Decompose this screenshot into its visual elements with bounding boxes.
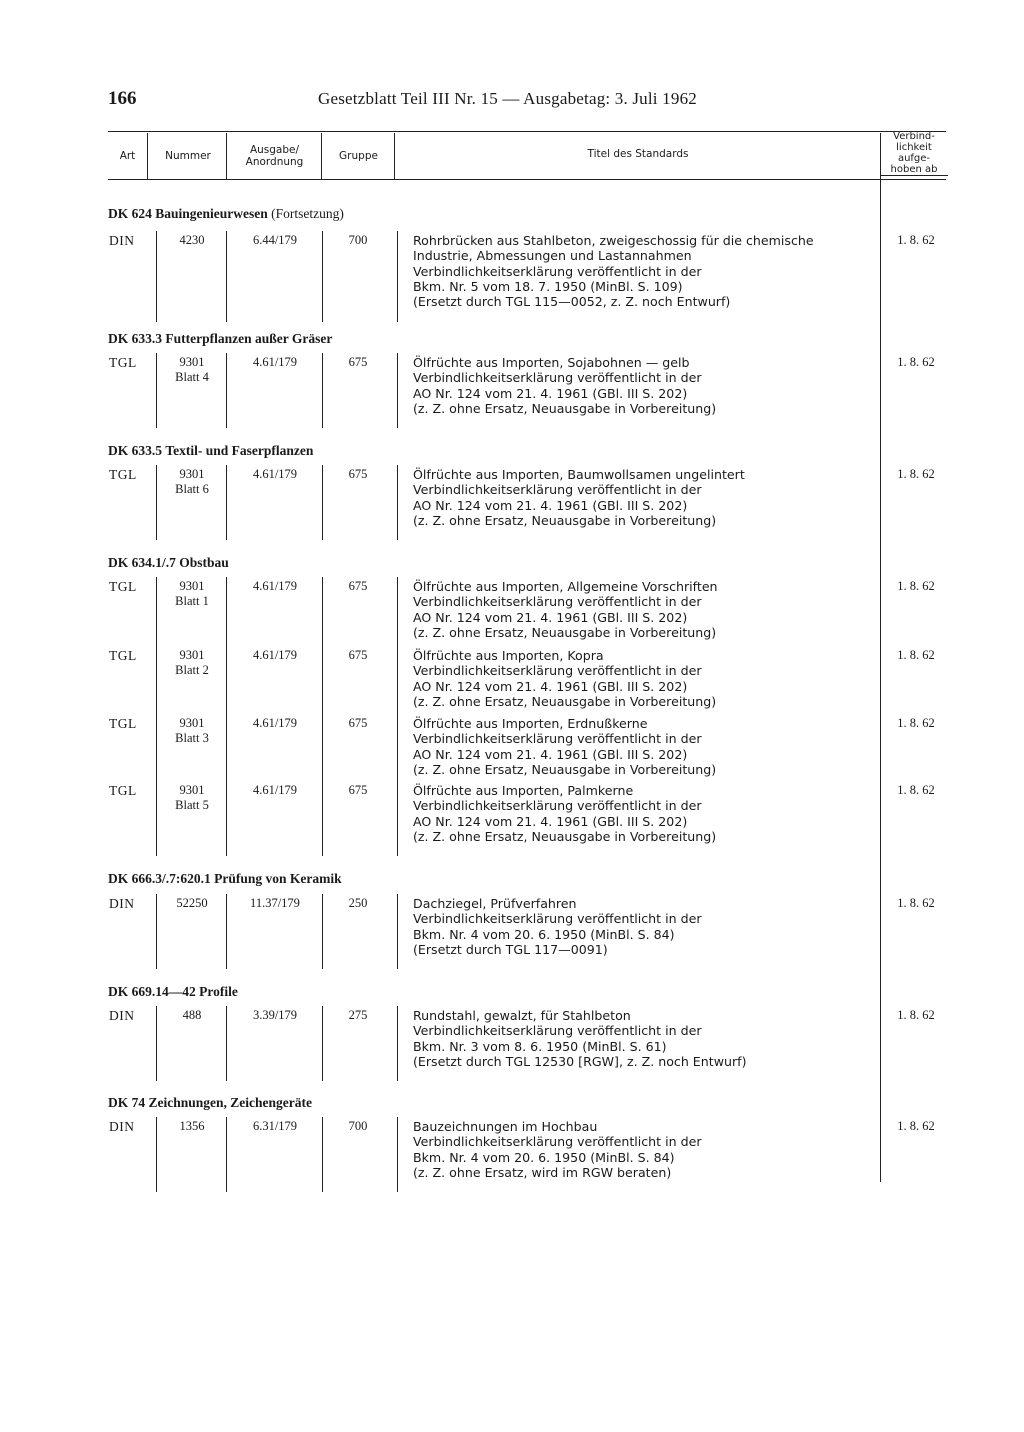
section-name: Obstbau bbox=[179, 555, 229, 570]
title-line: Bkm. Nr. 4 vom 20. 6. 1950 (MinBl. S. 84) bbox=[413, 926, 675, 942]
title-line: (z. Z. ohne Ersatz, Neuausgabe in Vorbereitung) bbox=[413, 693, 717, 709]
section-title bbox=[108, 555, 229, 571]
header-aufgehoben bbox=[880, 131, 948, 176]
art-cell: DIN bbox=[109, 1119, 135, 1134]
gruppe-cell: 675 bbox=[348, 648, 368, 662]
title-line: Verbindlichkeitserklärung veröffentlicht in der bbox=[413, 663, 702, 679]
header-aufgehoben-line4: hoben ab bbox=[880, 164, 948, 176]
title-line: Ölfrüchte aus Importen, Allgemeine Vorschriften bbox=[413, 579, 718, 594]
art-cell: TGL bbox=[109, 783, 137, 798]
title-line: Verbindlichkeitserklärung veröffentlicht in der bbox=[413, 1134, 702, 1150]
nummer-value: 488 bbox=[182, 1008, 202, 1022]
section-name: Prüfung von Keramik bbox=[214, 871, 342, 886]
title-line: Bkm. Nr. 5 vom 18. 7. 1950 (MinBl. S. 109) bbox=[413, 278, 683, 294]
blatt-value: Blatt 2 bbox=[175, 663, 209, 677]
nummer-value: 1356 bbox=[179, 1119, 205, 1133]
header-ausgabe-line2: Anordnung bbox=[245, 156, 304, 168]
ausgabe-cell: 3.39/179 bbox=[252, 1008, 298, 1022]
title-cell bbox=[413, 896, 873, 957]
nummer-cell bbox=[160, 896, 224, 911]
nummer-cell bbox=[160, 579, 224, 609]
header-ausgabe-line1: Ausgabe/ bbox=[249, 144, 300, 156]
title-line: (z. Z. ohne Ersatz, Neuausgabe in Vorbereitung) bbox=[413, 512, 717, 528]
aufgehoben-cell: 1. 8. 62 bbox=[897, 648, 935, 662]
section-name: Zeichnungen, Zeichengeräte bbox=[148, 1095, 312, 1110]
header-ausgabe bbox=[228, 144, 321, 168]
column-divider bbox=[322, 1117, 323, 1192]
title-line: Verbindlichkeitserklärung veröffentlicht in der bbox=[413, 731, 702, 747]
art-cell: TGL bbox=[109, 716, 137, 731]
title-line: Verbindlichkeitserklärung veröffentlicht in der bbox=[413, 594, 702, 610]
title-line: Bkm. Nr. 3 vom 8. 6. 1950 (MinBl. S. 61) bbox=[413, 1038, 667, 1054]
title-line: Bkm. Nr. 4 vom 20. 6. 1950 (MinBl. S. 84) bbox=[413, 1149, 675, 1165]
section-title bbox=[108, 871, 342, 887]
art-cell: TGL bbox=[109, 648, 137, 663]
gruppe-cell: 675 bbox=[348, 783, 368, 797]
ausgabe-cell: 6.44/179 bbox=[252, 233, 298, 247]
column-divider bbox=[226, 714, 227, 789]
header-divider bbox=[321, 133, 322, 179]
title-line: AO Nr. 124 vom 21. 4. 1961 (GBl. III S. 202) bbox=[413, 746, 688, 762]
column-divider bbox=[156, 1117, 157, 1192]
header-aufgehoben-line2: lichkeit bbox=[896, 142, 932, 153]
title-line: Ölfrüchte aus Importen, Erdnußkerne bbox=[413, 716, 648, 731]
running-header: Gesetzblatt Teil III Nr. 15 — Ausgabetag: 3. Juli 1962 bbox=[318, 89, 697, 108]
title-line: (z. Z. ohne Ersatz, Neuausgabe in Vorbereitung) bbox=[413, 828, 717, 844]
column-divider bbox=[156, 353, 157, 428]
column-divider bbox=[156, 894, 157, 969]
nummer-cell bbox=[160, 467, 224, 497]
aufgehoben-cell: 1. 8. 62 bbox=[897, 467, 935, 481]
column-divider bbox=[322, 781, 323, 856]
section-title bbox=[108, 206, 344, 222]
header-divider bbox=[226, 133, 227, 179]
header-gruppe: Gruppe bbox=[339, 150, 378, 162]
title-line: (Ersetzt durch TGL 117—0091) bbox=[413, 941, 608, 957]
column-divider bbox=[397, 1117, 398, 1192]
nummer-value: 52250 bbox=[176, 896, 208, 910]
nummer-cell bbox=[160, 648, 224, 678]
right-column-rule bbox=[880, 180, 881, 1182]
title-line: (z. Z. ohne Ersatz, wird im RGW beraten) bbox=[413, 1164, 672, 1180]
nummer-value: 9301 bbox=[179, 716, 205, 730]
title-cell bbox=[413, 233, 873, 309]
nummer-value: 9301 bbox=[179, 579, 205, 593]
nummer-value: 9301 bbox=[179, 467, 205, 481]
gruppe-cell: 675 bbox=[348, 467, 368, 481]
title-line: (z. Z. ohne Ersatz, Neuausgabe in Vorbereitung) bbox=[413, 761, 717, 777]
title-line: (z. Z. ohne Ersatz, Neuausgabe in Vorbereitung) bbox=[413, 624, 717, 640]
section-code: DK 624 bbox=[108, 206, 152, 221]
nummer-cell bbox=[160, 716, 224, 746]
column-divider bbox=[226, 894, 227, 969]
aufgehoben-cell: 1. 8. 62 bbox=[897, 896, 935, 910]
column-divider bbox=[322, 646, 323, 721]
blatt-value: Blatt 6 bbox=[175, 482, 209, 496]
column-divider bbox=[322, 894, 323, 969]
column-divider bbox=[322, 465, 323, 540]
column-divider bbox=[397, 465, 398, 540]
section-name: Textil- und Faserpflanzen bbox=[165, 443, 314, 458]
art-cell: TGL bbox=[109, 467, 137, 482]
art-cell: TGL bbox=[109, 579, 137, 594]
header-art: Art bbox=[119, 150, 136, 162]
column-divider bbox=[322, 577, 323, 652]
nummer-value: 9301 bbox=[179, 648, 205, 662]
nummer-value: 9301 bbox=[179, 355, 205, 369]
section-code: DK 74 bbox=[108, 1095, 146, 1110]
column-divider bbox=[156, 714, 157, 789]
column-divider bbox=[322, 353, 323, 428]
title-cell bbox=[413, 648, 873, 709]
title-line: AO Nr. 124 vom 21. 4. 1961 (GBl. III S. 202) bbox=[413, 385, 688, 401]
section-suffix: (Fortsetzung) bbox=[267, 206, 344, 221]
ausgabe-cell: 4.61/179 bbox=[252, 579, 298, 593]
nummer-value: 9301 bbox=[179, 783, 205, 797]
title-cell bbox=[413, 355, 873, 416]
nummer-cell bbox=[160, 1119, 224, 1134]
gruppe-cell: 700 bbox=[348, 1119, 368, 1133]
header-divider bbox=[147, 133, 148, 179]
column-divider bbox=[156, 577, 157, 652]
section-name: Profile bbox=[199, 984, 238, 999]
title-line: Verbindlichkeitserklärung veröffentlicht in der bbox=[413, 911, 702, 927]
art-cell: DIN bbox=[109, 896, 135, 911]
column-divider bbox=[397, 231, 398, 322]
column-divider bbox=[397, 781, 398, 856]
ausgabe-cell: 4.61/179 bbox=[252, 467, 298, 481]
blatt-value: Blatt 3 bbox=[175, 731, 209, 745]
section-title bbox=[108, 1095, 312, 1111]
ausgabe-cell: 6.31/179 bbox=[252, 1119, 298, 1133]
header-nummer: Nummer bbox=[165, 150, 211, 162]
column-divider bbox=[156, 1006, 157, 1081]
column-divider bbox=[397, 646, 398, 721]
aufgehoben-cell: 1. 8. 62 bbox=[897, 579, 935, 593]
title-line: (Ersetzt durch TGL 115—0052, z. Z. noch Entwurf) bbox=[413, 294, 731, 310]
title-line: (Ersetzt durch TGL 12530 [RGW], z. Z. noch Entwurf) bbox=[413, 1053, 747, 1069]
ausgabe-cell: 11.37/179 bbox=[250, 896, 300, 910]
section-name: Futterpflanzen außer Gräser bbox=[165, 331, 333, 346]
column-divider bbox=[156, 781, 157, 856]
aufgehoben-cell: 1. 8. 62 bbox=[897, 355, 935, 369]
column-divider bbox=[226, 465, 227, 540]
header-aufgehoben-line3: aufge- bbox=[897, 153, 931, 164]
section-code: DK 633.3 bbox=[108, 331, 162, 346]
title-line: Verbindlichkeitserklärung veröffentlicht in der bbox=[413, 263, 702, 279]
art-cell: DIN bbox=[109, 1008, 135, 1023]
section-code: DK 666.3/.7:620.1 bbox=[108, 871, 211, 886]
nummer-cell bbox=[160, 233, 224, 248]
gruppe-cell: 675 bbox=[348, 579, 368, 593]
title-line: AO Nr. 124 vom 21. 4. 1961 (GBl. III S. 202) bbox=[413, 813, 688, 829]
nummer-cell bbox=[160, 783, 224, 813]
column-divider bbox=[322, 1006, 323, 1081]
title-line: Ölfrüchte aus Importen, Sojabohnen — gelb bbox=[413, 355, 690, 370]
ausgabe-cell: 4.61/179 bbox=[252, 355, 298, 369]
nummer-value: 4230 bbox=[179, 233, 205, 247]
gruppe-cell: 675 bbox=[348, 716, 368, 730]
title-line: Bauzeichnungen im Hochbau bbox=[413, 1119, 598, 1134]
art-cell: TGL bbox=[109, 355, 137, 370]
column-divider bbox=[226, 1117, 227, 1192]
ausgabe-cell: 4.61/179 bbox=[252, 648, 298, 662]
title-line: Ölfrüchte aus Importen, Palmkerne bbox=[413, 783, 634, 798]
blatt-value: Blatt 5 bbox=[175, 798, 209, 812]
title-cell bbox=[413, 1119, 873, 1180]
header-titel: Titel des Standards bbox=[587, 148, 689, 160]
column-divider bbox=[397, 1006, 398, 1081]
gruppe-cell: 675 bbox=[348, 355, 368, 369]
title-cell bbox=[413, 783, 873, 844]
column-divider bbox=[226, 646, 227, 721]
title-line: Rundstahl, gewalzt, für Stahlbeton bbox=[413, 1008, 631, 1023]
title-line: AO Nr. 124 vom 21. 4. 1961 (GBl. III S. 202) bbox=[413, 497, 688, 513]
title-line: Verbindlichkeitserklärung veröffentlicht in der bbox=[413, 370, 702, 386]
ausgabe-cell: 4.61/179 bbox=[252, 716, 298, 730]
title-line: AO Nr. 124 vom 21. 4. 1961 (GBl. III S. 202) bbox=[413, 609, 688, 625]
section-code: DK 669.14—42 bbox=[108, 984, 196, 999]
section-title bbox=[108, 443, 313, 459]
gruppe-cell: 250 bbox=[348, 896, 368, 910]
section-title bbox=[108, 331, 332, 347]
header-rule-top bbox=[108, 131, 946, 132]
title-line: Ölfrüchte aus Importen, Kopra bbox=[413, 648, 604, 663]
title-line: Ölfrüchte aus Importen, Baumwollsamen ungelintert bbox=[413, 467, 745, 482]
title-cell bbox=[413, 1008, 873, 1069]
header-aufgehoben-line1: Verbind- bbox=[893, 131, 935, 142]
section-title bbox=[108, 984, 238, 1000]
title-line: Verbindlichkeitserklärung veröffentlicht in der bbox=[413, 482, 702, 498]
section-code: DK 633.5 bbox=[108, 443, 162, 458]
title-cell bbox=[413, 716, 873, 777]
column-divider bbox=[397, 894, 398, 969]
column-divider bbox=[226, 781, 227, 856]
title-line: (z. Z. ohne Ersatz, Neuausgabe in Vorbereitung) bbox=[413, 400, 717, 416]
title-line: Verbindlichkeitserklärung veröffentlicht in der bbox=[413, 798, 702, 814]
column-divider bbox=[322, 231, 323, 322]
nummer-cell bbox=[160, 355, 224, 385]
aufgehoben-cell: 1. 8. 62 bbox=[897, 233, 935, 247]
column-divider bbox=[397, 353, 398, 428]
title-cell bbox=[413, 579, 873, 640]
column-divider bbox=[156, 465, 157, 540]
title-line: AO Nr. 124 vom 21. 4. 1961 (GBl. III S. 202) bbox=[413, 678, 688, 694]
aufgehoben-cell: 1. 8. 62 bbox=[897, 716, 935, 730]
column-divider bbox=[397, 577, 398, 652]
column-divider bbox=[156, 231, 157, 322]
column-divider bbox=[397, 714, 398, 789]
aufgehoben-cell: 1. 8. 62 bbox=[897, 1119, 935, 1133]
aufgehoben-cell: 1. 8. 62 bbox=[897, 783, 935, 797]
column-divider bbox=[226, 353, 227, 428]
column-divider bbox=[226, 1006, 227, 1081]
blatt-value: Blatt 1 bbox=[175, 594, 209, 608]
column-divider bbox=[226, 231, 227, 322]
section-name: Bauingenieurwesen bbox=[155, 206, 268, 221]
title-line: Rohrbrücken aus Stahlbeton, zweigeschossig für die chemische bbox=[413, 233, 814, 248]
gruppe-cell: 275 bbox=[348, 1008, 368, 1022]
art-cell: DIN bbox=[109, 233, 135, 248]
column-divider bbox=[322, 714, 323, 789]
header-rule-bottom bbox=[108, 179, 946, 180]
header-divider bbox=[394, 133, 395, 179]
ausgabe-cell: 4.61/179 bbox=[252, 783, 298, 797]
gruppe-cell: 700 bbox=[348, 233, 368, 247]
aufgehoben-cell: 1. 8. 62 bbox=[897, 1008, 935, 1022]
nummer-cell bbox=[160, 1008, 224, 1023]
column-divider bbox=[156, 646, 157, 721]
column-divider bbox=[226, 577, 227, 652]
title-cell bbox=[413, 467, 873, 528]
section-code: DK 634.1/.7 bbox=[108, 555, 176, 570]
page-number: 166 bbox=[108, 88, 137, 109]
title-line: Industrie, Abmessungen und Lastannahmen bbox=[413, 248, 692, 264]
title-line: Dachziegel, Prüfverfahren bbox=[413, 896, 577, 911]
title-line: Verbindlichkeitserklärung veröffentlicht in der bbox=[413, 1023, 702, 1039]
blatt-value: Blatt 4 bbox=[175, 370, 209, 384]
